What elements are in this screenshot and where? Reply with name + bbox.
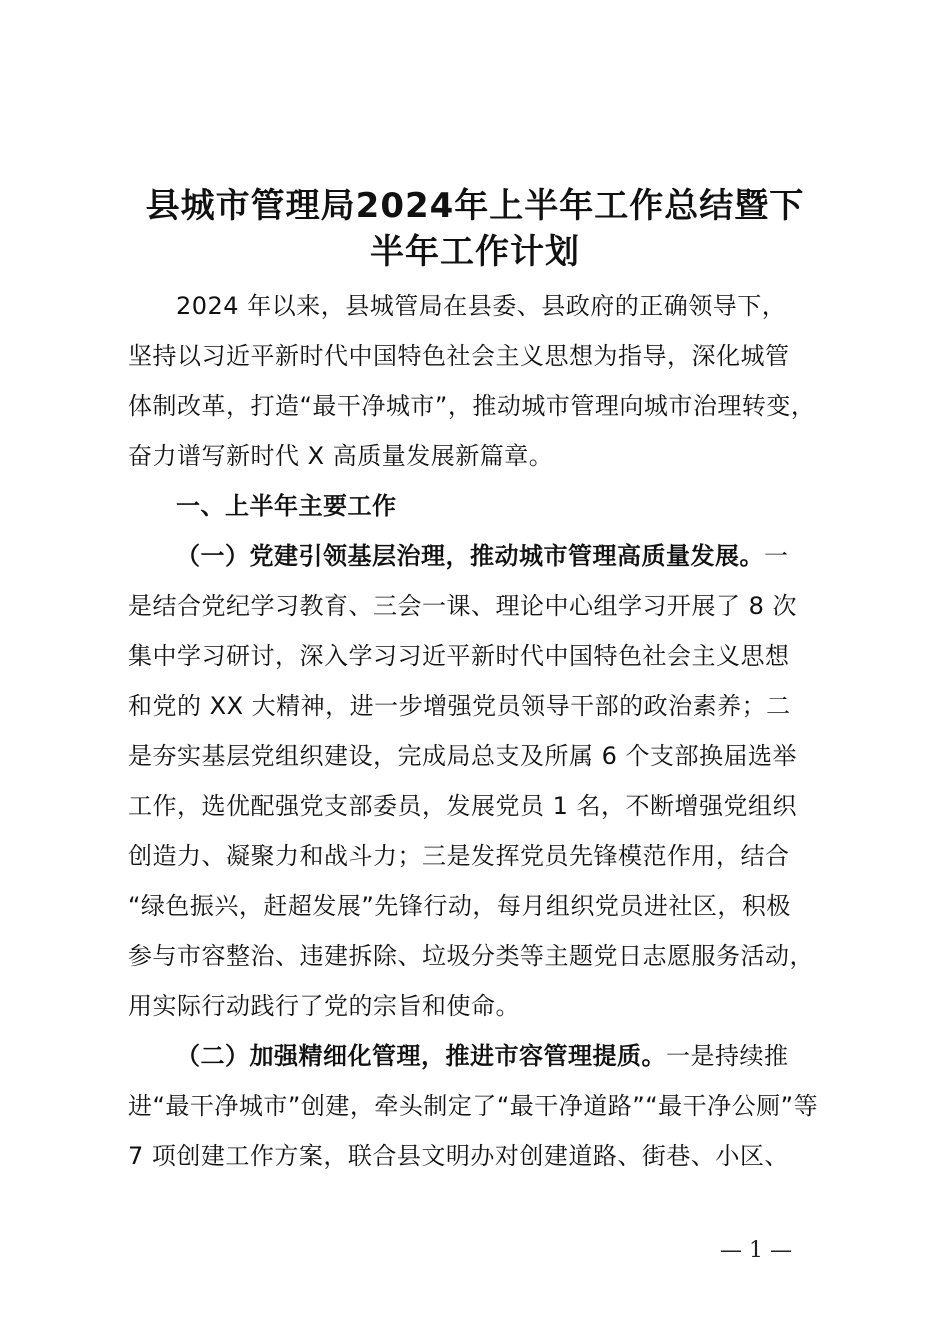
para1-line-7: 创造力、凝聚力和战斗力；三是发挥党员先锋模范作用，结合 xyxy=(128,842,790,870)
subsection-2-heading: （二）加强精细化管理，推进市容管理提质。 xyxy=(176,1042,666,1070)
para1-line-10: 用实际行动践行了党的宗旨和使命。 xyxy=(128,992,520,1020)
para2-line-1 xyxy=(176,1040,916,1072)
para1-line-6: 工作，选优配强党支部委员，发展党员 1 名，不断增强党组织 xyxy=(128,792,798,820)
subsection-1-heading: （一）党建引领基层治理，推动城市管理高质量发展。 xyxy=(176,542,764,570)
para2-line-2: 进“最干净城市”创建，牵头制定了“最干净道路”“最干净公厕”等 xyxy=(128,1092,819,1120)
intro-line-4: 奋力谱写新时代 X 高质量发展新篇章。 xyxy=(128,442,554,470)
para1-line-4: 和党的 XX 大精神，进一步增强党员领导干部的政治素养；二 xyxy=(128,692,791,720)
intro-line-2: 坚持以习近平新时代中国特色社会主义思想为指导，深化城管 xyxy=(128,342,790,370)
intro-line-1: 2024 年以来，县城管局在县委、县政府的正确领导下， xyxy=(176,292,787,320)
para1-line-3: 集中学习研讨，深入学习习近平新时代中国特色社会主义思想 xyxy=(128,642,790,670)
para1-lead: 一 xyxy=(764,542,789,570)
para2-line-3: 7 项创建工作方案，联合县文明办对创建道路、街巷、小区、 xyxy=(128,1142,789,1170)
para1-line-2: 是结合党纪学习教育、三会一课、理论中心组学习开展了 8 次 xyxy=(128,592,798,620)
para1-line-5: 是夯实基层党组织建设，完成局总支及所属 6 个支部换届选举 xyxy=(128,742,798,770)
para1-line-9: 参与市容整治、违建拆除、垃圾分类等主题党日志愿服务活动， xyxy=(128,942,814,970)
intro-line-3: 体制改革，打造“最干净城市”，推动城市管理向城市治理转变， xyxy=(128,392,816,420)
section-heading: 一、上半年主要工作 xyxy=(176,492,397,520)
para1-line-8: “绿色振兴，赶超发展”先锋行动，每月组织党员进社区，积极 xyxy=(128,892,791,920)
para2-lead: 一是持续推 xyxy=(666,1042,789,1070)
page-number: — 1 — xyxy=(720,1238,792,1263)
document-title-line-1: 县城市管理局2024年上半年工作总结暨下 xyxy=(145,186,805,226)
document-title-line-2: 半年工作计划 xyxy=(370,232,580,272)
para1-line-1 xyxy=(176,540,916,572)
